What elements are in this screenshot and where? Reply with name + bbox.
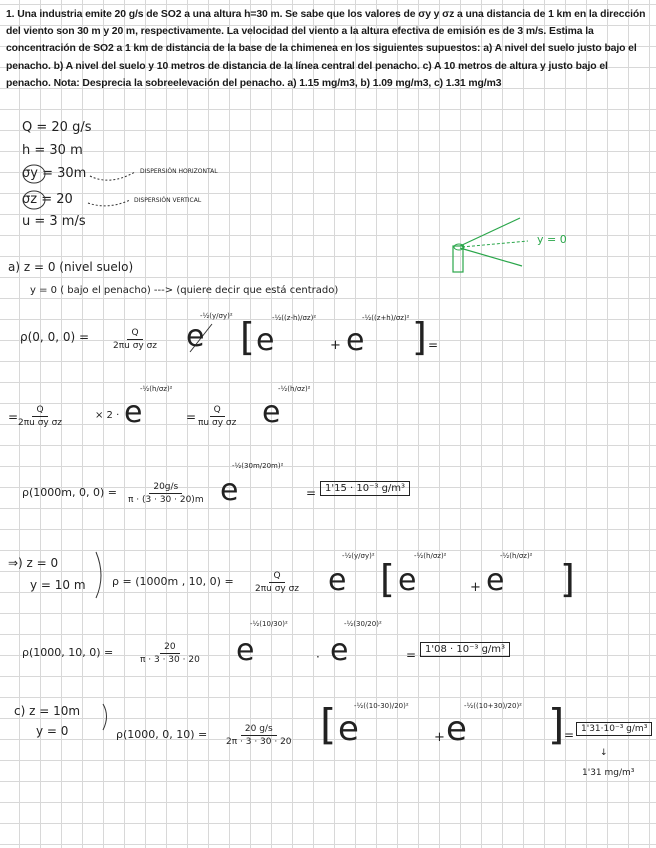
part-a-eq3: = (306, 486, 317, 500)
diagram-y0-label: y = 0 (537, 233, 567, 246)
part-b-bracket-open: [ (380, 557, 395, 601)
part-a-times: × 2 · (95, 410, 120, 421)
part-a-result: 1'15 · 10⁻³ g/m³ (320, 481, 410, 496)
part-a-frac3-den: πu σy σz (198, 418, 237, 428)
part-b-e5: e (330, 633, 349, 668)
part-b-exp-zmh: -½(h/σz)² (414, 552, 447, 560)
part-a-frac4-den: π · (3 · 30 · 20)m (128, 495, 204, 505)
part-b-exp-zph: -½(h/σz)² (500, 552, 533, 560)
part-a-frac3 (198, 405, 236, 428)
given-sigma-y-note: DISPERSIÓN HORIZONTAL (140, 168, 218, 175)
part-a-frac2 (18, 405, 62, 428)
part-b-exp-b: -½(30/20)² (344, 620, 382, 628)
part-c-z-line: c) z = 10m (14, 704, 81, 718)
part-b-frac1-den: 2πu σy σz (255, 584, 300, 594)
part-a-exp-zmh: -½((z-h)/σz)² (272, 314, 317, 322)
part-a-exp-h: -½(h/σz)² (140, 385, 173, 393)
part-b-frac1 (255, 571, 299, 594)
part-b-exp-y: -½(y/σy)² (342, 552, 375, 560)
part-c-exp-b: -½((10+30)/20)² (464, 702, 522, 710)
part-a-z-line: a) z = 0 (nivel suelo) (8, 260, 134, 274)
part-b-frac1-num: Q (269, 571, 284, 583)
part-c-result: 1'31·10⁻³ g/m³ (576, 722, 652, 736)
part-a-lhs3: ρ(1000m, 0, 0) = (22, 486, 117, 499)
part-b-y-line: y = 10 m (30, 578, 86, 592)
given-h: h = 30 m (22, 143, 83, 158)
part-a-e4: e (124, 395, 143, 430)
part-b-result: 1'08 · 10⁻³ g/m³ (420, 642, 510, 657)
part-c-note-arrow: ↓ (600, 748, 608, 758)
part-b-exp-a: -½(10/30)² (250, 620, 288, 628)
given-u: u = 3 m/s (22, 214, 86, 229)
part-a-frac1-num: Q (127, 328, 142, 340)
part-c-eq: = (564, 728, 575, 742)
part-c-e2: e (446, 709, 467, 749)
part-b-e2: e (398, 563, 417, 598)
part-a-e3: e (346, 323, 365, 358)
part-c-frac-num: 20 g/s (241, 724, 277, 736)
part-c-lhs: ρ(1000, 0, 10) = (116, 728, 208, 741)
part-b-frac2-den: π · 3 · 30 · 20 (140, 655, 200, 665)
part-a-e1: e (186, 319, 205, 354)
part-b-e1: e (328, 563, 347, 598)
part-a-exp-zph: -½((z+h)/σz)² (362, 314, 410, 322)
given-sigma-z: σz = 20 (22, 192, 73, 207)
part-a-frac1-den: 2πu σy σz (113, 341, 158, 351)
part-b-plus: + (470, 580, 481, 595)
part-a-eq-end: = (428, 338, 439, 352)
part-b-e3: e (486, 563, 505, 598)
part-a-frac4 (128, 482, 204, 505)
part-c-bracket-open: [ (320, 700, 337, 749)
part-c-bracket-close: ] (548, 700, 565, 749)
given-sigma-z-note: DISPERSIÓN VERTICAL (134, 197, 202, 204)
part-a-e6: e (220, 473, 239, 508)
part-a-lhs2: = (8, 410, 19, 424)
part-b-bracket-close: ] (560, 557, 575, 601)
given-q: Q = 20 g/s (22, 120, 92, 135)
part-a-e5: e (262, 395, 281, 430)
part-b-eq: = (406, 648, 417, 662)
part-c-y-line: y = 0 (36, 724, 69, 738)
part-a-frac4-num: 20g/s (149, 482, 182, 494)
part-a-frac3-num: Q (210, 405, 225, 417)
problem-statement: 1. Una industria emite 20 g/s de SO2 a una altura h=30 m. Se sabe que los valores de σy y σz a una distancia de 1 km en la dirección del viento son 30 m y 20 m, respectivamente. La velocidad del viento a la altura efectiva de emisión es de 3 m/s. Estima la concentración de SO2 a 1 km de distancia de la base de la chimenea en los siguientes supuestos: a) A nivel del suelo justo bajo el penacho. b) A nivel del suelo y 10 metros de distancia de la línea central del penacho. c) A 10 metros de altura y justo bajo el penacho. Nota: Desprecia la sobreelevación del penacho. a) 1.15 mg/m3, b) 1.09 mg/m3, c) 1.31 mg/m3 (6, 9, 646, 89)
part-a-exp-num: -½(30m/20m)² (232, 462, 284, 470)
part-a-lhs1: ρ(0, 0, 0) = (20, 330, 90, 344)
part-a-eq2: = (186, 410, 197, 424)
part-c-exp-a: -½((10-30)/20)² (354, 702, 409, 710)
part-a-plus: + (330, 338, 341, 353)
part-b-frac2-num: 20 (160, 642, 179, 654)
part-b-lhs1: ρ = (1000m , 10, 0) = (112, 575, 234, 588)
part-b-e4: e (236, 633, 255, 668)
part-b-lhs2: ρ(1000, 10, 0) = (22, 646, 114, 659)
part-b-frac2 (140, 642, 200, 665)
part-a-frac2-num: Q (32, 405, 47, 417)
part-a-y-line: y = 0 ( bajo el penacho) ---> (quiere decir que está centrado) (30, 285, 339, 296)
part-c-plus: + (434, 730, 445, 745)
part-b-dot: · (316, 650, 320, 664)
given-sigma-y: σy = 30m (22, 166, 87, 181)
part-a-bracket-open: [ (240, 315, 255, 359)
part-c-frac (226, 724, 292, 747)
part-a-frac1 (113, 328, 157, 351)
part-c-e1: e (338, 709, 359, 749)
part-c-frac-den: 2π · 3 · 30 · 20 (226, 737, 292, 747)
part-a-bracket-close: ] (412, 315, 427, 359)
part-a-e2: e (256, 323, 275, 358)
part-c-note: 1'31 mg/m³ (582, 768, 635, 778)
part-a-frac2-den: 2πu σy σz (18, 418, 63, 428)
part-a-exp-y: -½(y/σy)² (200, 312, 233, 320)
part-a-exp-h2: -½(h/σz)² (278, 385, 311, 393)
part-b-z-line: ⇒) z = 0 (8, 556, 59, 570)
